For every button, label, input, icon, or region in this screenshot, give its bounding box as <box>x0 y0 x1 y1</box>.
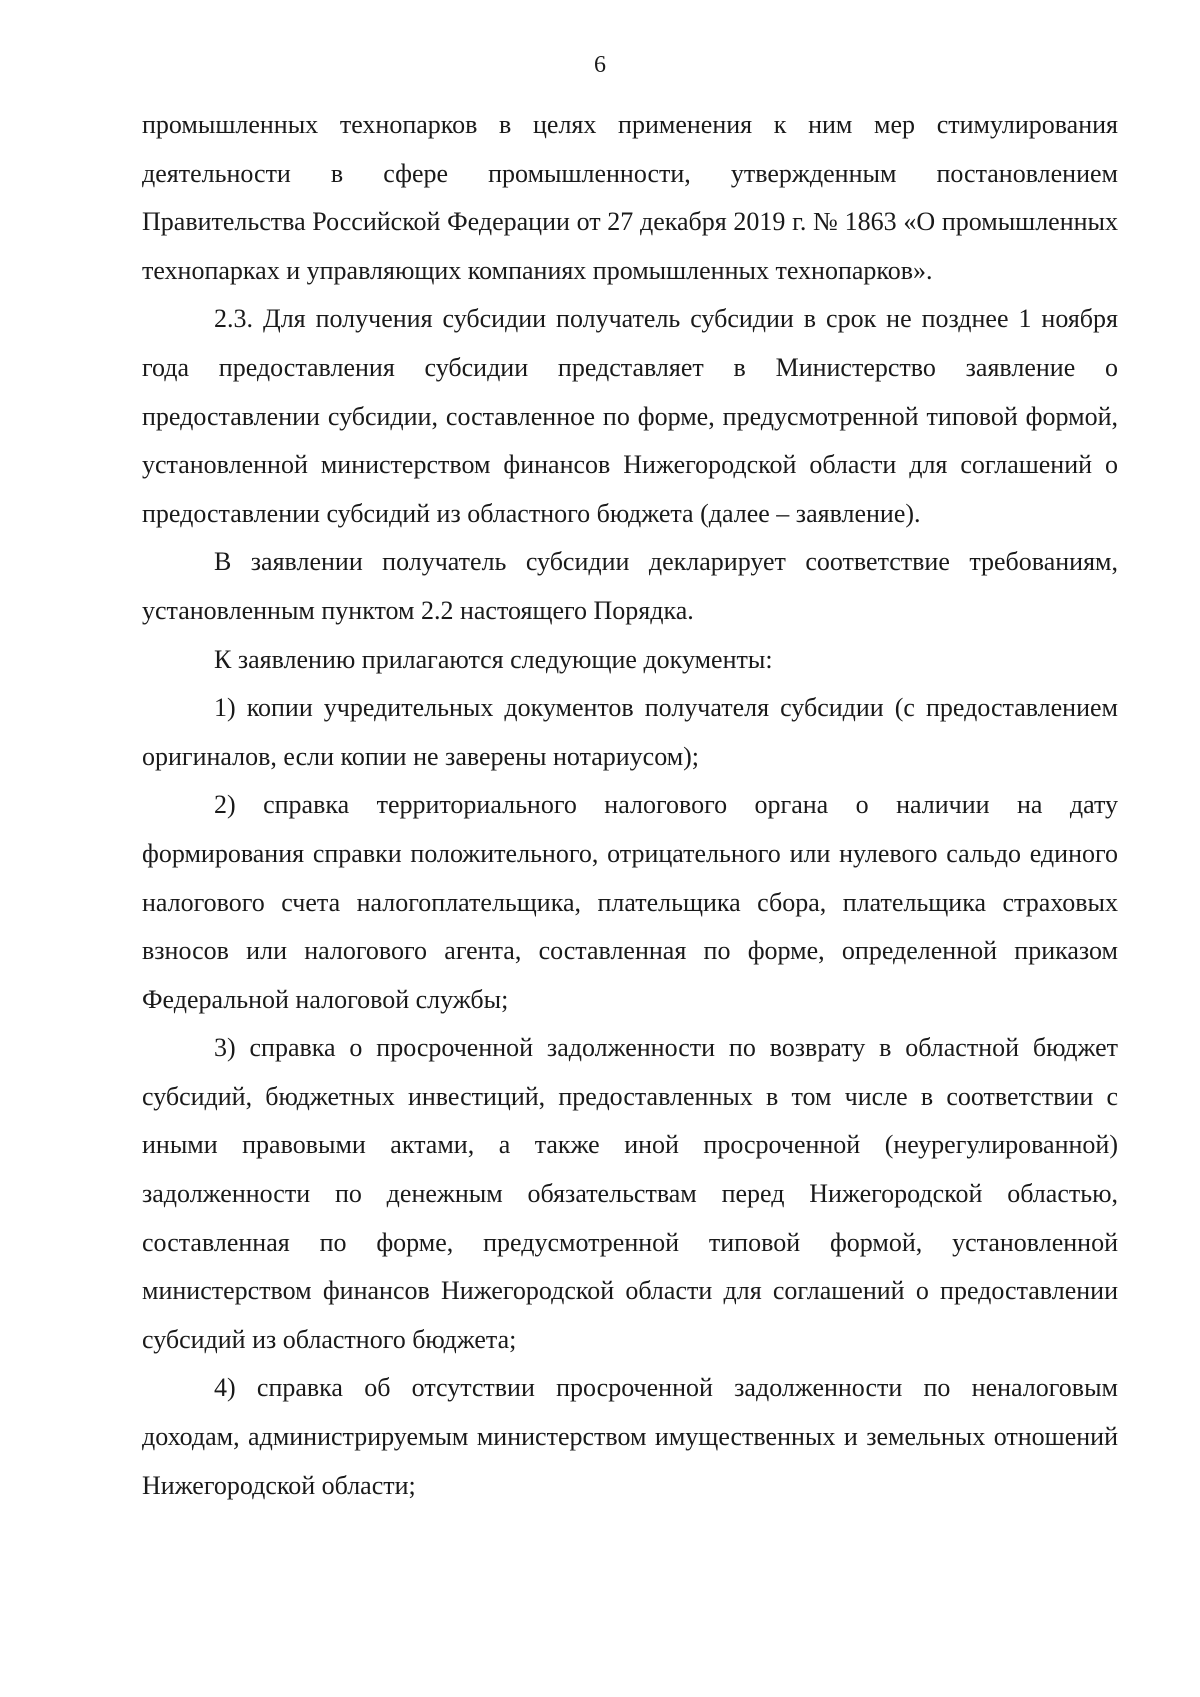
list-item-2: 2) справка территориального налогового органа о наличии на дату формирования справки положительного, отрицательного или нулевого сальдо единого налогового счета налогоплательщика, плательщика сбора, плательщика страховых взносов или налогового агента, составленная по форме, определенной приказом Федеральной налоговой службы; <box>142 790 1118 1014</box>
paragraph-technoparks-continuation: промышленных технопарков в целях применения к ним мер стимулирования деятельности в сфере промышленности, утвержденным постановлением Правительства Российской Федерации от 27 декабря 2019 г. № 1863 «О промышленных технопарках и управляющих компаниях промышленных технопарков». <box>142 110 1118 285</box>
paragraph-documents-intro: К заявлению прилагаются следующие документы: <box>214 644 773 674</box>
list-item-3: 3) справка о просроченной задолженности по возврату в областной бюджет субсидий, бюджетных инвестиций, предоставленных в том числе в соответствии с иными правовыми актами, а также иной просроченной (неурегулированной) задолженности по денежным обязательствам перед Нижегородской областью, составленная по форме, предусмотренной типовой формой, установленной министерством финансов Нижегородской области для соглашений о предоставлении субсидий из областного бюджета; <box>142 1033 1118 1354</box>
paragraph-declaration: В заявлении получатель субсидии декларирует соответствие требованиям, установленным пунктом 2.2 настоящего Порядка. <box>142 547 1118 625</box>
list-item-4: 4) справка об отсутствии просроченной задолженности по неналоговым доходам, администрируемым министерством имущественных и земельных отношений Нижегородской области; <box>142 1373 1118 1500</box>
paragraph-2-3: 2.3. Для получения субсидии получатель субсидии в срок не позднее 1 ноября года предоставления субсидии представляет в Министерство заявление о предоставлении субсидии, составленное по форме, предусмотренной типовой формой, установленной министерством финансов Нижегородской области для соглашений о предоставлении субсидий из областного бюджета (далее – заявление). <box>142 304 1118 528</box>
page-number: 6 <box>594 52 606 78</box>
list-item-1: 1) копии учредительных документов получателя субсидии (с предоставлением оригиналов, если копии не заверены нотариусом); <box>142 693 1118 771</box>
document-body <box>142 101 1118 1510</box>
